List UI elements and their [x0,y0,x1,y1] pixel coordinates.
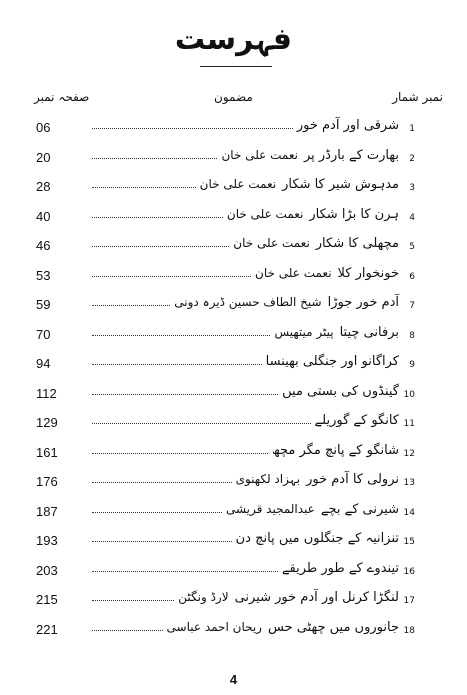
entry-page-number: 187 [36,503,58,519]
header-serial-number: نمبر شمار [392,90,443,104]
header-subject: مضمون [214,90,253,104]
entry-title: آدم خور جوڑا [327,295,399,310]
entry-page-number: 215 [36,592,58,607]
entry-serial-number: 4 [409,212,415,223]
entry-serial-number: 13 [403,478,415,488]
leader-dots [92,187,196,188]
entry-serial-number: 8 [409,330,415,341]
contents-row [0,148,467,170]
entry-author: نعمت علی خان [226,206,304,221]
entry-title: تنزانیہ کے جنگلوں میں پانچ دن [235,531,399,546]
contents-row [0,502,467,524]
contents-row [0,413,467,435]
page-title: فہرست [174,22,293,57]
leader-dots [92,630,163,631]
entry-page-number: 46 [36,238,51,253]
leader-dots [92,305,170,306]
entry-author: ریحان احمد عباسی [166,619,262,634]
entry-title: بھارت کے بارڈر پر [303,147,399,163]
entry-serial-number: 5 [409,242,415,252]
entry-title: خونخوار کلا [337,265,399,281]
entry-page-number: 59 [36,297,51,312]
page-number: 4 [229,672,238,687]
entry-author: عبدالمجید قریشی [225,501,315,516]
entry-serial-number: 2 [409,153,415,164]
entry-page-number: 203 [36,562,58,578]
leader-dots [92,364,262,365]
entry-page-number: 161 [36,444,58,460]
leader-dots [92,246,229,247]
entry-serial-number: 17 [403,596,415,606]
entry-title: شیرنی کے بچے [320,501,399,517]
entry-serial-number: 12 [403,448,415,459]
entry-page-number: 112 [36,385,57,401]
entry-author: لارڈ ونگٹن [178,590,229,604]
leader-dots [92,128,293,129]
leader-dots [92,453,268,454]
contents-row [0,266,467,288]
entry-title: برفانی چیتا [339,324,399,340]
entry-author: نعمت علی خان [233,236,310,250]
leader-dots [92,600,174,601]
leader-dots [92,335,270,336]
contents-row [0,295,467,317]
entry-serial-number: 1 [409,124,415,134]
entry-page-number: 28 [36,179,51,194]
entry-serial-number: 15 [403,537,415,547]
entry-serial-number: 11 [403,419,415,429]
header-page-number: صفحہ نمبر [34,90,90,104]
leader-dots [92,482,232,483]
entry-title: لنگڑا کرنل اور آدم خور شیرنی [234,590,399,605]
entry-page-number: 06 [36,120,51,135]
leader-dots [92,394,278,395]
entry-page-number: 176 [36,474,58,489]
entry-page-number: 193 [36,533,58,548]
title-underline [200,66,272,67]
entry-serial-number: 10 [403,389,415,400]
leader-dots [92,276,251,277]
contents-row [0,177,467,199]
leader-dots [92,541,232,542]
contents-row [0,354,467,376]
contents-row [0,620,467,642]
entry-author: نعمت علی خان [221,147,298,162]
entry-page-number: 20 [36,149,51,165]
contents-row [0,384,467,406]
entry-serial-number: 16 [403,566,415,577]
entry-title: گینڈوں کی بستی میں [282,383,399,399]
entry-title: مچھلی کا شکار [315,236,399,251]
entry-title: شرقی اور آدم خور [296,118,399,133]
leader-dots [92,158,217,159]
entry-page-number: 40 [36,208,51,224]
contents-row [0,325,467,347]
contents-row [0,443,467,465]
entry-serial-number: 18 [403,625,415,636]
leader-dots [92,217,223,218]
entry-title: ہرن کا بڑا شکار [309,206,399,222]
entry-serial-number: 7 [409,301,415,311]
contents-row [0,472,467,494]
entry-title: تیندوے کے طور طریقے [281,560,399,576]
entry-title: کانگو کے گوریلے [314,413,399,428]
contents-row [0,236,467,258]
entry-author: نعمت علی خان [255,265,332,280]
contents-row [0,561,467,583]
entry-serial-number: 3 [409,183,415,193]
entry-page-number: 53 [36,267,51,283]
leader-dots [92,571,278,572]
entry-page-number: 221 [36,621,58,637]
entry-serial-number: 9 [409,360,415,370]
entry-title: کراگانو اور جنگلی بھینسا [265,354,399,369]
leader-dots [92,512,222,513]
entry-page-number: 70 [36,326,51,342]
entry-title: نرولی کا آدم خور [306,472,399,487]
entry-serial-number: 6 [409,271,415,282]
entry-author: شیخ الطاف حسین ڈیرہ دونی [174,295,322,309]
contents-row [0,207,467,229]
entry-author: پیٹر میتھیس [274,324,334,339]
entry-page-number: 94 [36,356,51,371]
entry-author: نعمت علی خان [199,177,277,191]
leader-dots [92,423,311,424]
contents-row [0,531,467,553]
entry-title: شانگو کے پانچ مگر مچھ [271,442,399,458]
contents-row [0,590,467,612]
entry-serial-number: 14 [403,507,415,518]
contents-row [0,118,467,140]
entry-title: مدہوش شیر کا شکار [282,177,399,192]
entry-title: جانوروں میں چھٹی حس [267,619,399,635]
entry-author: بہزاد لکھنوی [235,472,301,486]
entry-page-number: 129 [36,415,58,430]
